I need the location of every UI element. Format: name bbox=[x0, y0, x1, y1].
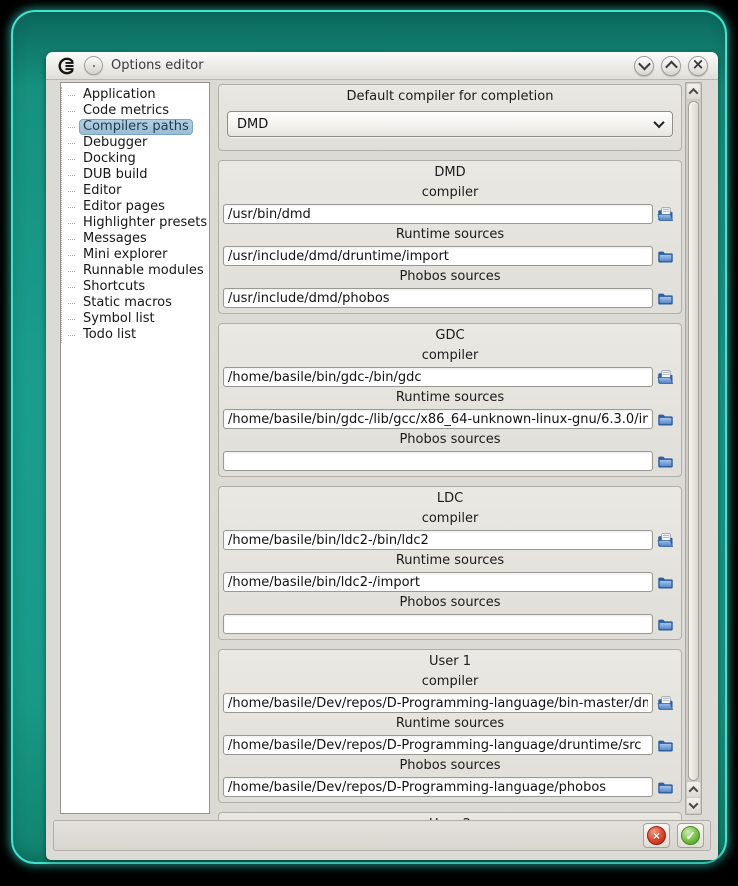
sidebar-item-debugger[interactable] bbox=[68, 135, 209, 151]
browse-compiler-button[interactable] bbox=[653, 204, 677, 224]
field-label: Runtime sources bbox=[395, 390, 505, 405]
sidebar-item-label: Application bbox=[83, 87, 156, 102]
openfile-icon bbox=[657, 695, 674, 712]
compiler-input[interactable] bbox=[223, 530, 653, 550]
default-compiler-group bbox=[218, 84, 682, 151]
sidebar-item-label: Messages bbox=[83, 231, 147, 246]
sidebar-item-editor-pages[interactable] bbox=[68, 199, 209, 215]
group-title: Default compiler for completion bbox=[346, 89, 554, 104]
browse-runtime-sources-button[interactable] bbox=[653, 246, 677, 266]
sidebar-item-label: Todo list bbox=[83, 327, 137, 342]
folder-icon bbox=[657, 779, 674, 796]
titlebar-menu-button[interactable] bbox=[84, 56, 103, 75]
vertical-scrollbar[interactable] bbox=[685, 82, 702, 815]
browse-compiler-button[interactable] bbox=[653, 693, 677, 713]
phobos-sources-input[interactable] bbox=[223, 614, 653, 634]
tree-connector-icon bbox=[68, 175, 75, 176]
compiler-input[interactable] bbox=[223, 693, 653, 713]
field-label: Runtime sources bbox=[395, 553, 505, 568]
tree-connector-icon bbox=[68, 239, 75, 240]
phobos-sources-input[interactable] bbox=[223, 288, 653, 308]
group-title: User 1 bbox=[428, 654, 472, 669]
tree-connector-icon bbox=[68, 111, 75, 112]
browse-runtime-sources-button[interactable] bbox=[653, 409, 677, 429]
sidebar-item-label: Symbol list bbox=[83, 311, 155, 326]
sidebar-item-label: Editor bbox=[83, 183, 122, 198]
coedit-logo-icon bbox=[58, 57, 76, 75]
browse-runtime-sources-button[interactable] bbox=[653, 735, 677, 755]
selected-compiler-value: DMD bbox=[237, 116, 269, 132]
runtime-sources-input[interactable] bbox=[223, 409, 653, 429]
sidebar-item-label: Shortcuts bbox=[83, 279, 146, 294]
folder-icon bbox=[657, 411, 674, 428]
sidebar-tree bbox=[61, 87, 209, 343]
tree-connector-icon bbox=[68, 143, 75, 144]
tree-connector-icon bbox=[68, 287, 75, 288]
sidebar-item-messages[interactable] bbox=[68, 231, 209, 247]
browse-phobos-sources-button[interactable] bbox=[653, 288, 677, 308]
sidebar-item-code-metrics[interactable] bbox=[68, 103, 209, 119]
scroll-down-button[interactable] bbox=[687, 798, 700, 813]
field-label: Phobos sources bbox=[399, 595, 501, 610]
sidebar-item-symbol-list[interactable] bbox=[68, 311, 209, 327]
sidebar-item-shortcuts[interactable] bbox=[68, 279, 209, 295]
tree-connector-icon bbox=[68, 255, 75, 256]
field-label: compiler bbox=[421, 511, 479, 526]
sidebar-item-label: DUB build bbox=[83, 167, 148, 182]
phobos-sources-input[interactable] bbox=[223, 451, 653, 471]
sidebar-item-todo-list[interactable] bbox=[68, 327, 209, 343]
window-controls bbox=[634, 56, 708, 76]
cancel-icon: × bbox=[647, 826, 666, 845]
options-editor-window bbox=[46, 52, 718, 860]
field-label: compiler bbox=[421, 185, 479, 200]
category-panel bbox=[60, 82, 210, 814]
folder-icon bbox=[657, 574, 674, 591]
action-bar bbox=[53, 820, 711, 851]
apply-button[interactable] bbox=[677, 823, 704, 848]
field-label: compiler bbox=[421, 348, 479, 363]
tree-connector-icon bbox=[68, 127, 75, 128]
group-title: GDC bbox=[435, 328, 465, 343]
group-title: LDC bbox=[436, 491, 464, 506]
browse-phobos-sources-button[interactable] bbox=[653, 451, 677, 471]
sidebar-item-compilers-paths[interactable] bbox=[68, 119, 209, 135]
window-frame bbox=[11, 10, 727, 864]
sidebar-item-label: Highlighter presets bbox=[83, 215, 208, 230]
folder-icon bbox=[657, 453, 674, 470]
sidebar-item-runnable-modules[interactable] bbox=[68, 263, 209, 279]
browse-runtime-sources-button[interactable] bbox=[653, 572, 677, 592]
field-label: Phobos sources bbox=[399, 432, 501, 447]
sidebar-item-label: Compilers paths bbox=[79, 119, 193, 135]
compiler-group-ldc bbox=[218, 486, 682, 640]
sidebar-item-highlighter-presets[interactable] bbox=[68, 215, 209, 231]
phobos-sources-input[interactable] bbox=[223, 777, 653, 797]
compiler-group-user-1 bbox=[218, 649, 682, 803]
folder-icon bbox=[657, 737, 674, 754]
folder-icon bbox=[657, 290, 674, 307]
menu-dot-icon bbox=[93, 65, 95, 67]
tree-connector-icon bbox=[68, 303, 75, 304]
chevron-up-icon bbox=[689, 88, 699, 98]
unshade-button[interactable] bbox=[661, 56, 681, 76]
cancel-button[interactable] bbox=[643, 823, 670, 848]
folder-icon bbox=[657, 616, 674, 633]
browse-compiler-button[interactable] bbox=[653, 367, 677, 387]
tree-connector-icon bbox=[68, 95, 75, 96]
openfile-icon bbox=[657, 532, 674, 549]
sidebar-item-label: Runnable modules bbox=[83, 263, 204, 278]
browse-phobos-sources-button[interactable] bbox=[653, 614, 677, 634]
sidebar-item-label: Debugger bbox=[83, 135, 148, 150]
runtime-sources-input[interactable] bbox=[223, 246, 653, 266]
sidebar-item-dub-build[interactable] bbox=[68, 167, 209, 183]
folder-icon bbox=[657, 248, 674, 265]
field-label: Phobos sources bbox=[399, 269, 501, 284]
titlebar[interactable] bbox=[46, 52, 718, 80]
tree-connector-icon bbox=[68, 319, 75, 320]
group-title: DMD bbox=[434, 165, 466, 180]
sidebar-item-application[interactable] bbox=[68, 87, 209, 103]
sidebar-item-editor[interactable] bbox=[68, 183, 209, 199]
tree-connector-icon bbox=[68, 271, 75, 272]
sidebar-item-label: Code metrics bbox=[83, 103, 170, 118]
browse-compiler-button[interactable] bbox=[653, 530, 677, 550]
default-compiler-select[interactable] bbox=[227, 111, 673, 137]
sidebar-item-label: Editor pages bbox=[83, 199, 165, 214]
chevron-up-icon bbox=[665, 61, 678, 74]
tree-connector-icon bbox=[68, 207, 75, 208]
compiler-group-dmd bbox=[218, 160, 682, 314]
sidebar-item-label: Mini explorer bbox=[83, 247, 168, 262]
options-scroll-area bbox=[217, 82, 702, 815]
openfile-icon bbox=[657, 206, 674, 223]
field-label: Phobos sources bbox=[399, 758, 501, 773]
close-icon: × bbox=[691, 55, 705, 73]
scroll-up-button[interactable] bbox=[687, 84, 700, 99]
compiler-groups bbox=[217, 82, 683, 815]
scrollbar-thumb[interactable] bbox=[688, 101, 699, 781]
ok-icon: ✓ bbox=[681, 826, 700, 845]
chevron-down-icon bbox=[638, 58, 651, 71]
sidebar-item-label: Static macros bbox=[83, 295, 172, 310]
runtime-sources-input[interactable] bbox=[223, 572, 653, 592]
tree-connector-icon bbox=[68, 191, 75, 192]
compiler-group-gdc bbox=[218, 323, 682, 477]
sidebar-item-docking[interactable] bbox=[68, 151, 209, 167]
sidebar-item-label: Docking bbox=[83, 151, 136, 166]
chevron-down-icon bbox=[689, 799, 699, 809]
browse-phobos-sources-button[interactable] bbox=[653, 777, 677, 797]
chevron-up-icon bbox=[689, 786, 699, 796]
scroll-up-button-bottom[interactable] bbox=[687, 782, 700, 797]
field-label: Runtime sources bbox=[395, 716, 505, 731]
close-button[interactable] bbox=[688, 56, 708, 76]
tree-connector-icon bbox=[68, 335, 75, 336]
tree-connector-icon bbox=[68, 159, 75, 160]
sidebar-item-mini-explorer[interactable] bbox=[68, 247, 209, 263]
compiler-input[interactable] bbox=[223, 367, 653, 387]
window-title: Options editor bbox=[111, 58, 204, 73]
compiler-input[interactable] bbox=[223, 204, 653, 224]
field-label: compiler bbox=[421, 674, 479, 689]
sidebar-item-static-macros[interactable] bbox=[68, 295, 209, 311]
tree-connector-icon bbox=[68, 223, 75, 224]
runtime-sources-input[interactable] bbox=[223, 735, 653, 755]
shade-button[interactable] bbox=[634, 56, 654, 76]
chevron-down-icon bbox=[653, 117, 664, 128]
field-label: Runtime sources bbox=[395, 227, 505, 242]
openfile-icon bbox=[657, 369, 674, 386]
